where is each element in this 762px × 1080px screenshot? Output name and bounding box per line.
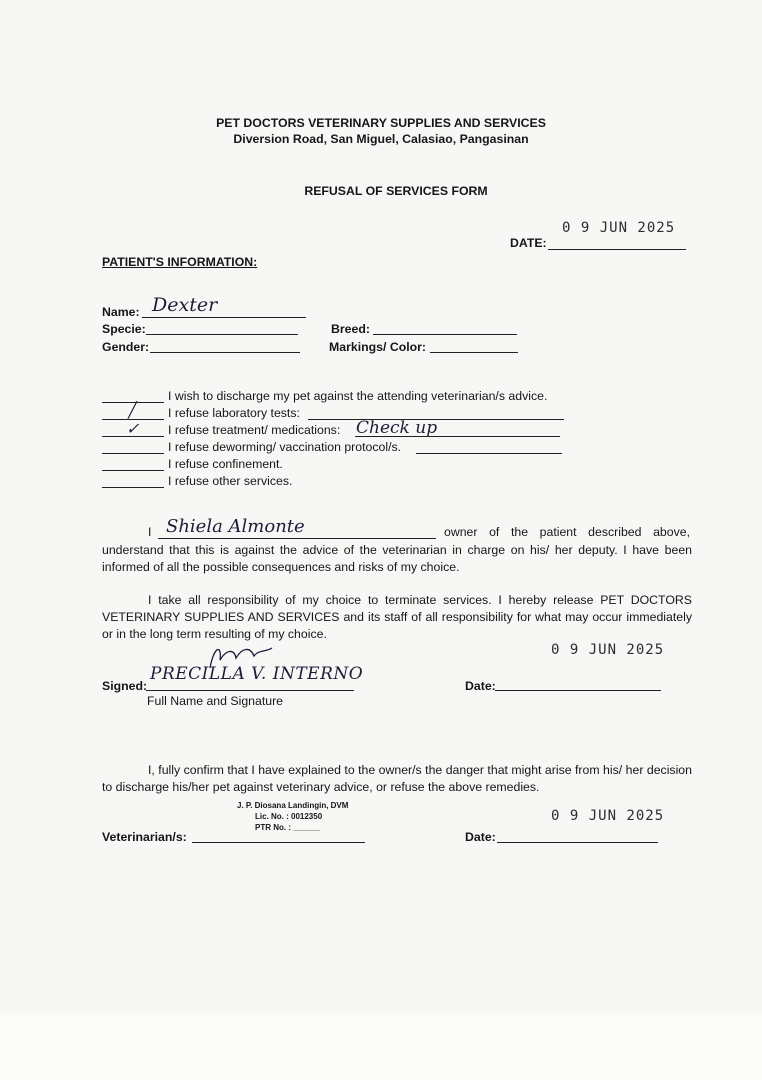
owner-statement-line1: owner of the patient described above, — [444, 525, 690, 539]
name-label: Name: — [102, 305, 140, 319]
owner-statement-body: understand that this is against the advice of the veterinarian in charge on his/ her deputy. I have been informed of all the possible consequences and risks of my choice. — [102, 543, 692, 574]
owner-statement-prefix: I — [148, 525, 152, 539]
owner-name-value: Shiela Almonte — [166, 516, 305, 537]
option-2-check-mark: ╱ — [128, 401, 138, 419]
date-stamp-top: 0 9 JUN 2025 — [562, 220, 676, 236]
signed-label: Signed: — [102, 679, 148, 693]
patient-section-title: PATIENT'S INFORMATION: — [102, 255, 258, 269]
markings-line — [430, 352, 518, 353]
option-3-check-mark: ✓ — [126, 419, 140, 438]
option-4-blank — [102, 453, 164, 454]
vet-date-line — [497, 842, 658, 843]
date-label-top: DATE: — [510, 236, 547, 250]
vet-stamp-license: Lic. No. : 0012350 — [255, 812, 323, 821]
option-6-blank — [102, 487, 164, 488]
signed-date-line — [495, 690, 661, 691]
vet-date-stamp: 0 9 JUN 2025 — [551, 808, 665, 824]
gender-line — [150, 352, 300, 353]
signed-line — [146, 690, 354, 691]
vet-stamp-name: J. P. Diosana Landingin, DVM — [237, 801, 349, 810]
option-6-text: I refuse other services. — [168, 474, 293, 488]
option-5-blank — [102, 470, 164, 471]
owner-name-line — [158, 538, 436, 539]
gender-label: Gender: — [102, 340, 150, 354]
name-line — [142, 317, 306, 318]
org-name: PET DOCTORS VETERINARY SUPPLIES AND SERVICES — [216, 116, 546, 130]
veterinarian-line — [192, 842, 365, 843]
signed-date-label: Date: — [465, 679, 496, 693]
option-5-text: I refuse confinement. — [168, 457, 283, 471]
confirmation-paragraph: I, fully confirm that I have explained to the owner/s the danger that might arise from his/ her decision to discharge his/her pet against veterinary advice, or refuse the above remedies. — [102, 763, 692, 794]
specie-line — [146, 334, 298, 335]
date-line-top — [548, 249, 686, 250]
veterinarian-label: Veterinarian/s: — [102, 830, 187, 844]
org-address: Diversion Road, San Miguel, Calasiao, Pangasinan — [233, 132, 529, 146]
scan-bottom-margin — [0, 1015, 762, 1080]
signed-caption: Full Name and Signature — [147, 694, 284, 708]
breed-label: Breed: — [331, 322, 370, 336]
option-4-text: I refuse deworming/ vaccination protocol/s. — [168, 440, 402, 454]
option-2-text: I refuse laboratory tests: — [168, 406, 300, 420]
markings-label: Markings/ Color: — [329, 340, 427, 354]
option-3-detail-value: Check up — [356, 418, 438, 438]
specie-label: Specie: — [102, 322, 146, 336]
responsibility-paragraph: I take all responsibility of my choice to terminate services. I hereby release PET DOCTORS VETERINARY SUPPLIES AND SERVICES and its staff of all responsibility for what may occur immediately or in the long term resulting of my choice. — [102, 593, 692, 641]
option-4-detail-line — [416, 453, 562, 454]
breed-line — [373, 334, 517, 335]
form-title: REFUSAL OF SERVICES FORM — [304, 184, 488, 198]
signed-name-value: PRECILLA V. INTERNO — [150, 664, 364, 684]
option-3-text: I refuse treatment/ medications: — [168, 423, 341, 437]
signed-date-stamp: 0 9 JUN 2025 — [551, 642, 665, 658]
vet-stamp-ptr: PTR No. : ______ — [255, 823, 320, 832]
option-1-text: I wish to discharge my pet against the attending veterinarian/s advice. — [168, 389, 548, 403]
vet-date-label: Date: — [465, 830, 496, 844]
name-value: Dexter — [152, 294, 218, 316]
